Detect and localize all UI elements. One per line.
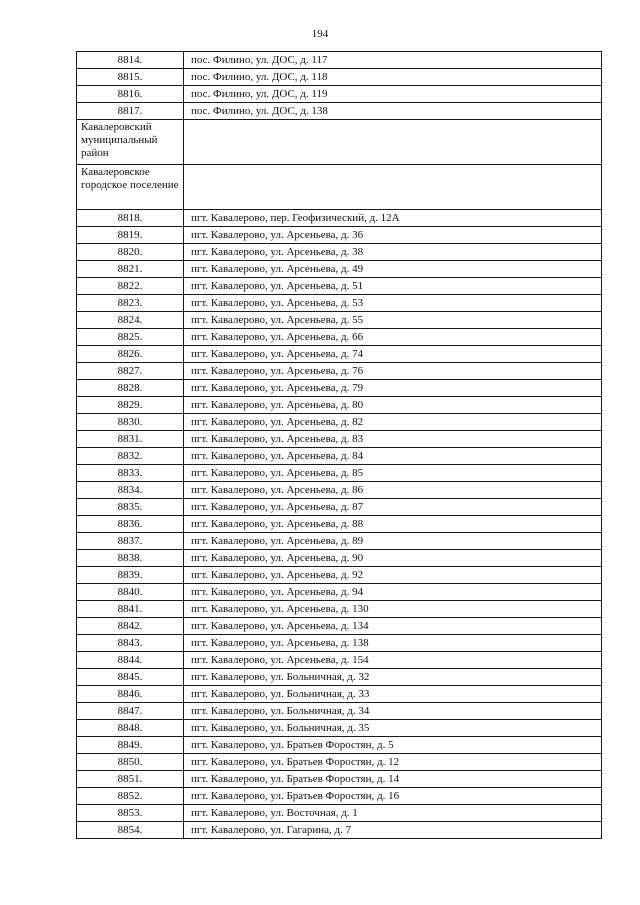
row-address: пгт. Кавалерово, ул. Больничная, д. 32 [184,669,602,686]
row-number: 8842. [77,618,184,635]
row-address: пгт. Кавалерово, ул. Арсеньева, д. 55 [184,312,602,329]
table-row [77,69,602,86]
table-row [77,822,602,839]
table-row [77,754,602,771]
table-row [77,499,602,516]
row-address: пгт. Кавалерово, ул. Братьев Форостян, д. 12 [184,754,602,771]
section-header-row [77,120,602,165]
row-address: пгт. Кавалерово, ул. Братьев Форостян, д. 16 [184,788,602,805]
row-number: 8822. [77,278,184,295]
row-address: пгт. Кавалерово, ул. Братьев Форостян, д. 14 [184,771,602,788]
row-number: 8826. [77,346,184,363]
row-number: 8821. [77,261,184,278]
row-number: 8838. [77,550,184,567]
row-number: 8817. [77,103,184,120]
row-address: пгт. Кавалерово, пер. Геофизический, д. 12А [184,210,602,227]
row-address: пгт. Кавалерово, ул. Арсеньева, д. 89 [184,533,602,550]
table-row [77,669,602,686]
row-number: 8833. [77,465,184,482]
row-number: 8854. [77,822,184,839]
table-row [77,210,602,227]
row-number: 8852. [77,788,184,805]
row-address: пгт. Кавалерово, ул. Арсеньева, д. 76 [184,363,602,380]
table-row [77,312,602,329]
table-row [77,397,602,414]
section-title: Кавалеровское городское поселение [77,165,184,210]
row-number: 8830. [77,414,184,431]
table-row [77,465,602,482]
row-address: пгт. Кавалерово, ул. Арсеньева, д. 138 [184,635,602,652]
table-row [77,652,602,669]
row-number: 8841. [77,601,184,618]
row-address: пгт. Кавалерово, ул. Арсеньева, д. 87 [184,499,602,516]
row-address: пгт. Кавалерово, ул. Арсеньева, д. 38 [184,244,602,261]
row-address: пгт. Кавалерово, ул. Арсеньева, д. 74 [184,346,602,363]
row-address: пос. Филино, ул. ДОС, д. 118 [184,69,602,86]
table-row [77,567,602,584]
row-number: 8827. [77,363,184,380]
row-address: пгт. Кавалерово, ул. Арсеньева, д. 92 [184,567,602,584]
row-address: пгт. Кавалерово, ул. Арсеньева, д. 36 [184,227,602,244]
row-number: 8837. [77,533,184,550]
row-number: 8820. [77,244,184,261]
row-address: пгт. Кавалерово, ул. Арсеньева, д. 82 [184,414,602,431]
row-number: 8825. [77,329,184,346]
row-number: 8835. [77,499,184,516]
row-number: 8824. [77,312,184,329]
row-number: 8848. [77,720,184,737]
table-row [77,720,602,737]
row-address: пос. Филино, ул. ДОС, д. 119 [184,86,602,103]
row-address: пгт. Кавалерово, ул. Арсеньева, д. 130 [184,601,602,618]
table-row [77,686,602,703]
row-number: 8847. [77,703,184,720]
row-address: пос. Филино, ул. ДОС, д. 117 [184,52,602,69]
row-number: 8843. [77,635,184,652]
table-row [77,550,602,567]
row-address: пгт. Кавалерово, ул. Арсеньева, д. 134 [184,618,602,635]
table-row [77,584,602,601]
row-number: 8846. [77,686,184,703]
row-address: пгт. Кавалерово, ул. Арсеньева, д. 83 [184,431,602,448]
row-number: 8849. [77,737,184,754]
row-number: 8853. [77,805,184,822]
row-address: пгт. Кавалерово, ул. Арсеньева, д. 84 [184,448,602,465]
row-address: пгт. Кавалерово, ул. Арсеньева, д. 79 [184,380,602,397]
row-number: 8814. [77,52,184,69]
section-empty-cell [184,165,602,210]
table-row [77,788,602,805]
row-number: 8828. [77,380,184,397]
table-row [77,380,602,397]
section-header-row [77,165,602,210]
row-address: пгт. Кавалерово, ул. Больничная, д. 34 [184,703,602,720]
table-row [77,414,602,431]
table-row [77,103,602,120]
row-number: 8815. [77,69,184,86]
row-address: пгт. Кавалерово, ул. Арсеньева, д. 53 [184,295,602,312]
table-row [77,737,602,754]
row-number: 8834. [77,482,184,499]
table-row [77,482,602,499]
table-row [77,448,602,465]
row-address: пгт. Кавалерово, ул. Братьев Форостян, д. 5 [184,737,602,754]
section-title: Кавалеровский муниципальный район [77,120,184,165]
row-address: пгт. Кавалерово, ул. Восточная, д. 1 [184,805,602,822]
row-address: пос. Филино, ул. ДОС, д. 138 [184,103,602,120]
row-number: 8845. [77,669,184,686]
table-row [77,431,602,448]
row-number: 8819. [77,227,184,244]
table-row [77,261,602,278]
row-address: пгт. Кавалерово, ул. Арсеньева, д. 66 [184,329,602,346]
row-number: 8840. [77,584,184,601]
row-address: пгт. Кавалерово, ул. Арсеньева, д. 49 [184,261,602,278]
row-number: 8829. [77,397,184,414]
table-row [77,329,602,346]
row-address: пгт. Кавалерово, ул. Больничная, д. 33 [184,686,602,703]
table-row [77,86,602,103]
row-number: 8839. [77,567,184,584]
row-address: пгт. Кавалерово, ул. Арсеньева, д. 80 [184,397,602,414]
row-number: 8831. [77,431,184,448]
row-address: пгт. Кавалерово, ул. Арсеньева, д. 94 [184,584,602,601]
table-row [77,52,602,69]
table-row [77,295,602,312]
row-number: 8844. [77,652,184,669]
table-row [77,635,602,652]
table-row [77,805,602,822]
table-row [77,516,602,533]
table-row [77,771,602,788]
row-number: 8823. [77,295,184,312]
page-number: 194 [311,28,329,40]
row-number: 8851. [77,771,184,788]
row-address: пгт. Кавалерово, ул. Арсеньева, д. 154 [184,652,602,669]
row-address: пгт. Кавалерово, ул. Арсеньева, д. 86 [184,482,602,499]
table-row [77,533,602,550]
row-number: 8836. [77,516,184,533]
row-address: пгт. Кавалерово, ул. Арсеньева, д. 90 [184,550,602,567]
table-row [77,278,602,295]
row-number: 8832. [77,448,184,465]
row-address: пгт. Кавалерово, ул. Арсеньева, д. 88 [184,516,602,533]
address-table-body [77,52,602,839]
table-row [77,703,602,720]
table-row [77,346,602,363]
row-address: пгт. Кавалерово, ул. Гагарина, д. 7 [184,822,602,839]
table-row [77,227,602,244]
row-address: пгт. Кавалерово, ул. Арсеньева, д. 51 [184,278,602,295]
row-address: пгт. Кавалерово, ул. Арсеньева, д. 85 [184,465,602,482]
row-number: 8816. [77,86,184,103]
table-row [77,601,602,618]
table-row [77,618,602,635]
table-row [77,363,602,380]
row-address: пгт. Кавалерово, ул. Больничная, д. 35 [184,720,602,737]
section-empty-cell [184,120,602,165]
table-row [77,244,602,261]
row-number: 8850. [77,754,184,771]
row-number: 8818. [77,210,184,227]
address-table [76,51,602,839]
